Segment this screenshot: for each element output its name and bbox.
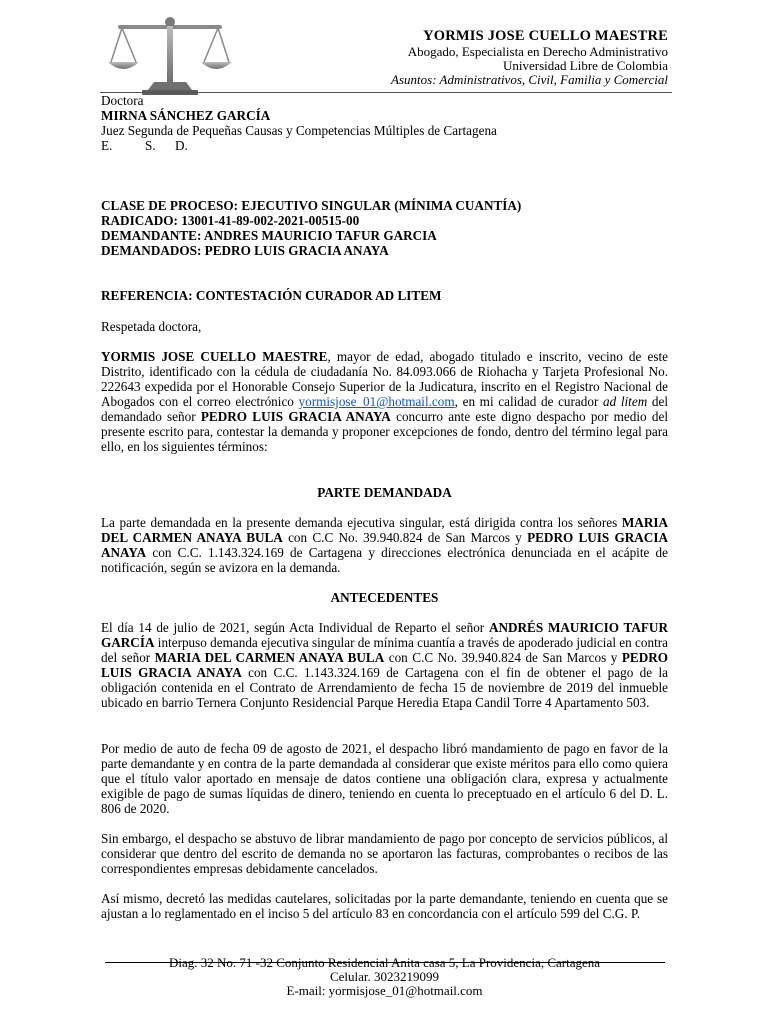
background-paragraph-4: Así mismo, decretó las medidas cautelares, solicitadas por la parte demandante, teniendo en cuenta que se ajustan a lo reglamentado en el inciso 5 del artículo 83 en concordancia con el artículo 599 del C.G. P.	[101, 891, 668, 921]
addressee-position: Juez Segunda de Pequeñas Causas y Competencias Múltiples de Cartagena	[101, 123, 497, 138]
scales-of-justice-icon	[108, 10, 232, 96]
case-plaintiff: DEMANDANTE: ANDRES MAURICIO TAFUR GARCIA	[101, 228, 437, 243]
footer-email: E-mail: yormisjose_01@hotmail.com	[286, 983, 483, 998]
case-type: CLASE DE PROCESO: EJECUTIVO SINGULAR (MÍNIMA CUANTÍA)	[101, 198, 522, 213]
lawyer-university: Universidad Libre de Colombia	[503, 58, 668, 73]
email-link[interactable]: yormisjose_01@hotmail.com	[298, 394, 455, 409]
lawyer-name: YORMIS JOSE CUELLO MAESTRE	[423, 28, 668, 44]
addressee-block	[101, 93, 668, 153]
defendant-paragraph: La parte demandada en la presente demanda ejecutiva singular, está dirigida contra los señores MARIA DEL CARMEN ANAYA BULA con C.C No. 39.940.824 de San Marcos y PEDRO LUIS GRACIA ANAYA con C.C. 1.143.324.169 de Cartagena y direcciones electrónica denunciada en el acápite de notificación, según se avizora en la demanda.	[101, 515, 668, 575]
reference: REFERENCIA: CONTESTACIÓN CURADOR AD LITEM	[101, 288, 442, 303]
footer-phone: Celular. 3023219099	[329, 969, 440, 984]
background-paragraph-1: El día 14 de julio de 2021, según Acta Individual de Reparto el señor ANDRÉS MAURICIO TAFUR GARCÍA interpuso demanda ejecutiva singular de mínima cuantía a través de apoderado judicial en contra del señor MARIA DEL CARMEN ANAYA BULA con C.C No. 39.940.824 de San Marcos y PEDRO LUIS GRACIA ANAYA con C.C. 1.143.324.169 de Cartagena con el fin de obtener el pago de la obligación contenida en el Contrato de Arrendamiento de fecha 15 de noviembre de 2019 del inmueble ubicado en barrio Ternera Conjunto Residencial Parque Heredia Etapa Candil Torre 4 Apartamento 503.	[101, 620, 668, 710]
esd-line: E. S. D.	[101, 138, 188, 153]
lawyer-matters: Asuntos: Administrativos, Civil, Familia y Comercial	[391, 72, 668, 87]
case-number: RADICADO: 13001-41-89-002-2021-00515-00	[101, 213, 360, 228]
addressee-name: MIRNA SÁNCHEZ GARCÍA	[101, 108, 271, 123]
lawyer-title: Abogado, Especialista en Derecho Administrativo	[407, 44, 668, 59]
case-defendants: DEMANDADOS: PEDRO LUIS GRACIA ANAYA	[101, 243, 389, 258]
greeting: Respetada doctora,	[101, 319, 202, 334]
addressee-title: Doctora	[101, 93, 144, 108]
intro-paragraph: YORMIS JOSE CUELLO MAESTRE, mayor de edad, abogado titulado e inscrito, vecino de este Distrito, identificado con la cédula de ciudadanía No. 84.093.066 de Riohacha y Tarjeta Profesional No. 222643 expedida por el Honorable Consejo Superior de la Judicatura, inscrito en el Registro Nacional de Abogados con el correo electrónico yormisjose_01@hotmail.com, en mi calidad de curador ad litem del demandado señor PEDRO LUIS GRACIA ANAYA concurro ante este digno despacho por medio del presente escrito para, contestar la demanda y proponer excepciones de fondo, dentro del término legal para ello, en los siguientes términos:	[101, 349, 668, 454]
background-paragraph-3: Sin embargo, el despacho se abstuvo de librar mandamiento de pago por concepto de servicios públicos, al considerar que dentro del escrito de demanda no se aportaron las facturas, comprobantes o recibos de las correspondientes empresas debidamente cancelados.	[101, 831, 668, 876]
section-heading-background: ANTECEDENTES	[330, 590, 439, 605]
background-paragraph-2: Por medio de auto de fecha 09 de agosto de 2021, el despacho libró mandamiento de pago en favor de la parte demandante y en contra de la parte demandada al considerar que existe méritos para ello como quiera que el título valor aportado en mensaje de datos contiene una obligación clara, expresa y actualmente exigible de pago de sumas líquidas de dinero, teniendo en cuenta lo preceptuado en el artículo 6 del D. L. 806 de 2020.	[101, 741, 668, 816]
section-heading-defendant: PARTE DEMANDADA	[317, 485, 452, 500]
footer-address: Diag. 32 No. 71 -32 Conjunto Residencial Anita casa 5, La Providencia, Cartagena	[168, 955, 601, 970]
case-info	[101, 198, 668, 258]
